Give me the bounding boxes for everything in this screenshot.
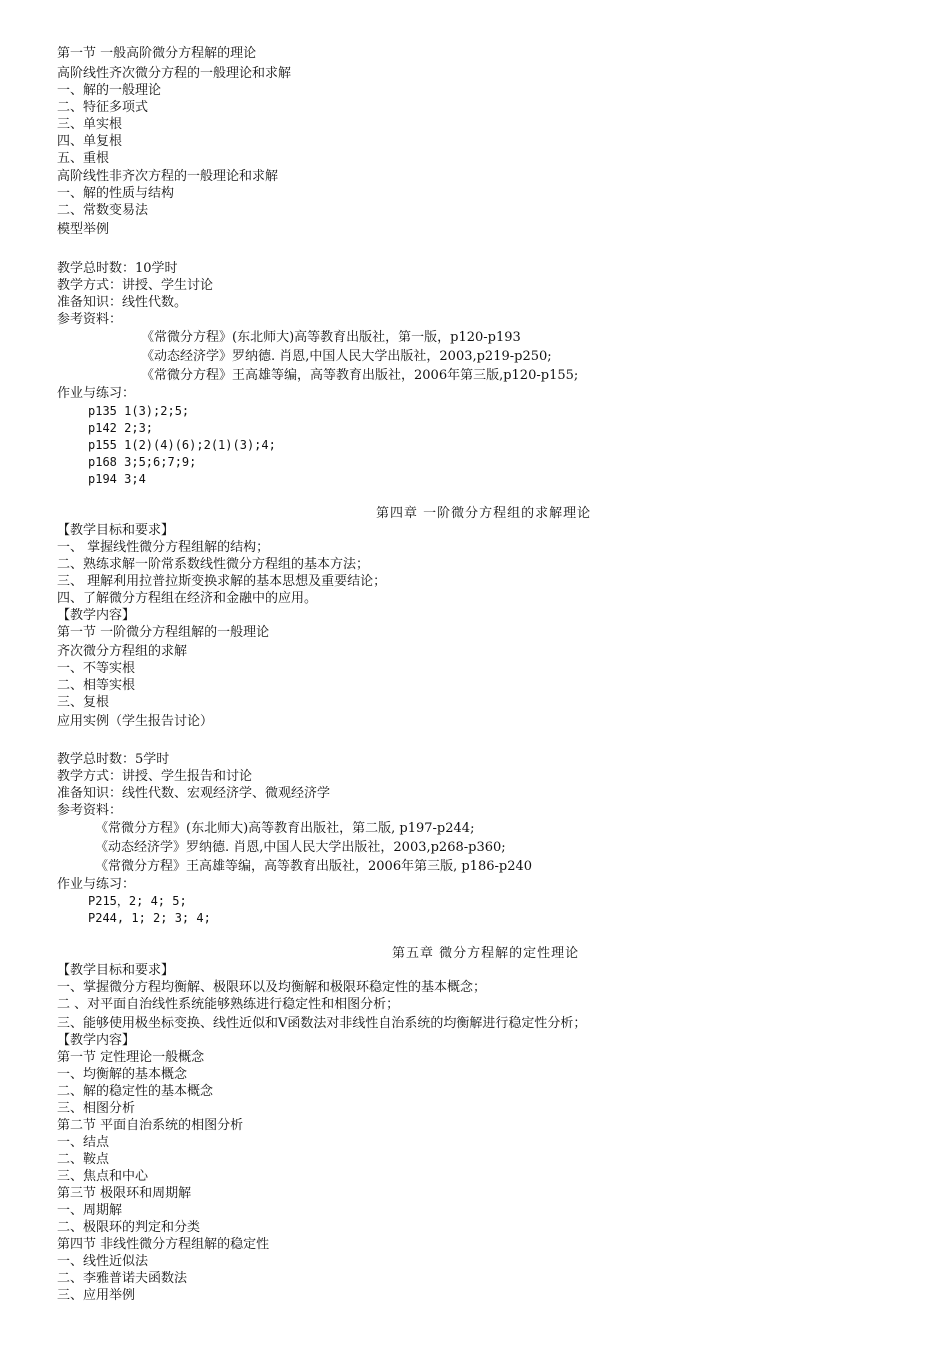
list-item: 二、解的稳定性的基本概念 bbox=[57, 1084, 214, 1099]
subsection-heading: 高阶线性齐次微分方程的一般理论和求解 bbox=[57, 66, 292, 81]
list-item: 二、相等实根 bbox=[57, 678, 136, 693]
reference-item: 《常微分方程》(东北师大)高等教育出版社，第二版, p197-p244; bbox=[95, 821, 475, 836]
list-item: 模型举例 bbox=[57, 222, 110, 237]
list-item: 一、周期解 bbox=[57, 1203, 123, 1218]
list-item: 二、李雅普诺夫函数法 bbox=[57, 1271, 188, 1286]
goal-item: 四、了解微分方程组在经济和金融中的应用。 bbox=[57, 591, 318, 606]
subsection-heading: 齐次微分方程组的求解 bbox=[57, 644, 188, 659]
prerequisites: 准备知识：线性代数、宏观经济学、微观经济学 bbox=[57, 786, 331, 801]
homework-label: 作业与练习： bbox=[57, 877, 136, 892]
references-label: 参考资料： bbox=[57, 803, 123, 818]
list-item: 三、应用举例 bbox=[57, 1288, 136, 1303]
reference-item: 《常微分方程》王高雄等编，高等教育出版社，2006年第三版,p120-p155; bbox=[141, 368, 579, 383]
section-heading: 第一节 一阶微分方程组解的一般理论 bbox=[57, 625, 270, 640]
list-item: 五、重根 bbox=[57, 151, 110, 166]
list-item: 一、线性近似法 bbox=[57, 1254, 149, 1269]
section-heading: 第一节 定性理论一般概念 bbox=[57, 1050, 205, 1065]
teaching-hours: 教学总时数：5学时 bbox=[57, 752, 170, 767]
homework-item: p135 1(3);2;5; bbox=[88, 404, 190, 418]
homework-item: p142 2;3; bbox=[88, 421, 154, 435]
section-heading: 第三节 极限环和周期解 bbox=[57, 1186, 192, 1201]
homework-item: P244, 1; 2; 3; 4; bbox=[88, 911, 211, 925]
list-item: 一、解的性质与结构 bbox=[57, 186, 175, 201]
list-item: 二、鞍点 bbox=[57, 1152, 110, 1167]
goals-label: 【教学目标和要求】 bbox=[57, 963, 175, 978]
homework-item: p155 1(2)(4)(6);2(1)(3);4; bbox=[88, 438, 276, 452]
list-item: 一、结点 bbox=[57, 1135, 110, 1150]
teaching-method: 教学方式：讲授、学生讨论 bbox=[57, 278, 214, 293]
chapter-title: 第四章 一阶微分方程组的求解理论 bbox=[376, 506, 592, 521]
reference-item: 《动态经济学》罗纳德. 肖恩,中国人民大学出版社，2003,p219-p250; bbox=[141, 349, 552, 364]
list-item: 三、单实根 bbox=[57, 117, 123, 132]
content-label: 【教学内容】 bbox=[57, 608, 136, 623]
homework-label: 作业与练习： bbox=[57, 386, 136, 401]
list-item: 应用实例（学生报告讨论） bbox=[57, 714, 214, 729]
list-item: 二、常数变易法 bbox=[57, 203, 149, 218]
list-item: 四、单复根 bbox=[57, 134, 123, 149]
chapter-title: 第五章 微分方程解的定性理论 bbox=[392, 946, 580, 961]
goal-item: 一、 掌握线性微分方程组解的结构； bbox=[57, 540, 270, 555]
homework-item: p168 3;5;6;7;9; bbox=[88, 455, 197, 469]
section-heading: 第二节 平面自治系统的相图分析 bbox=[57, 1118, 244, 1133]
goal-item: 三、 理解利用拉普拉斯变换求解的基本思想及重要结论； bbox=[57, 574, 387, 589]
teaching-hours: 教学总时数：10学时 bbox=[57, 261, 178, 276]
reference-item: 《常微分方程》王高雄等编，高等教育出版社，2006年第三版, p186-p240 bbox=[95, 859, 533, 874]
reference-item: 《动态经济学》罗纳德. 肖恩,中国人民大学出版社，2003,p268-p360; bbox=[95, 840, 506, 855]
section-heading: 第一节 一般高阶微分方程解的理论 bbox=[57, 46, 257, 61]
list-item: 一、均衡解的基本概念 bbox=[57, 1067, 188, 1082]
subsection-heading: 高阶线性非齐次方程的一般理论和求解 bbox=[57, 169, 279, 184]
homework-item: p194 3;4 bbox=[88, 472, 146, 486]
list-item: 三、焦点和中心 bbox=[57, 1169, 149, 1184]
goals-label: 【教学目标和要求】 bbox=[57, 523, 175, 538]
content-label: 【教学内容】 bbox=[57, 1033, 136, 1048]
section-heading: 第四节 非线性微分方程组解的稳定性 bbox=[57, 1237, 270, 1252]
goal-item: 一、掌握微分方程均衡解、极限环以及均衡解和极限环稳定性的基本概念； bbox=[57, 980, 487, 995]
goal-item: 三、能够使用极坐标变换、线性近似和V函数法对非线性自治系统的均衡解进行稳定性分析； bbox=[57, 1016, 587, 1031]
list-item: 二、特征多项式 bbox=[57, 100, 149, 115]
list-item: 一、解的一般理论 bbox=[57, 83, 162, 98]
goal-item: 二、熟练求解一阶常系数线性微分方程组的基本方法； bbox=[57, 557, 370, 572]
prerequisites: 准备知识：线性代数。 bbox=[57, 295, 188, 310]
goal-item: 二 、对平面自治线性系统能够熟练进行稳定性和相图分析； bbox=[57, 997, 400, 1012]
list-item: 一、不等实根 bbox=[57, 661, 136, 676]
teaching-method: 教学方式：讲授、学生报告和讨论 bbox=[57, 769, 253, 784]
list-item: 二、极限环的判定和分类 bbox=[57, 1220, 201, 1235]
reference-item: 《常微分方程》(东北师大)高等教育出版社，第一版，p120-p193 bbox=[141, 330, 521, 345]
homework-item: P215，2; 4; 5; bbox=[88, 894, 187, 908]
list-item: 三、相图分析 bbox=[57, 1101, 136, 1116]
references-label: 参考资料： bbox=[57, 312, 123, 327]
list-item: 三、复根 bbox=[57, 695, 110, 710]
